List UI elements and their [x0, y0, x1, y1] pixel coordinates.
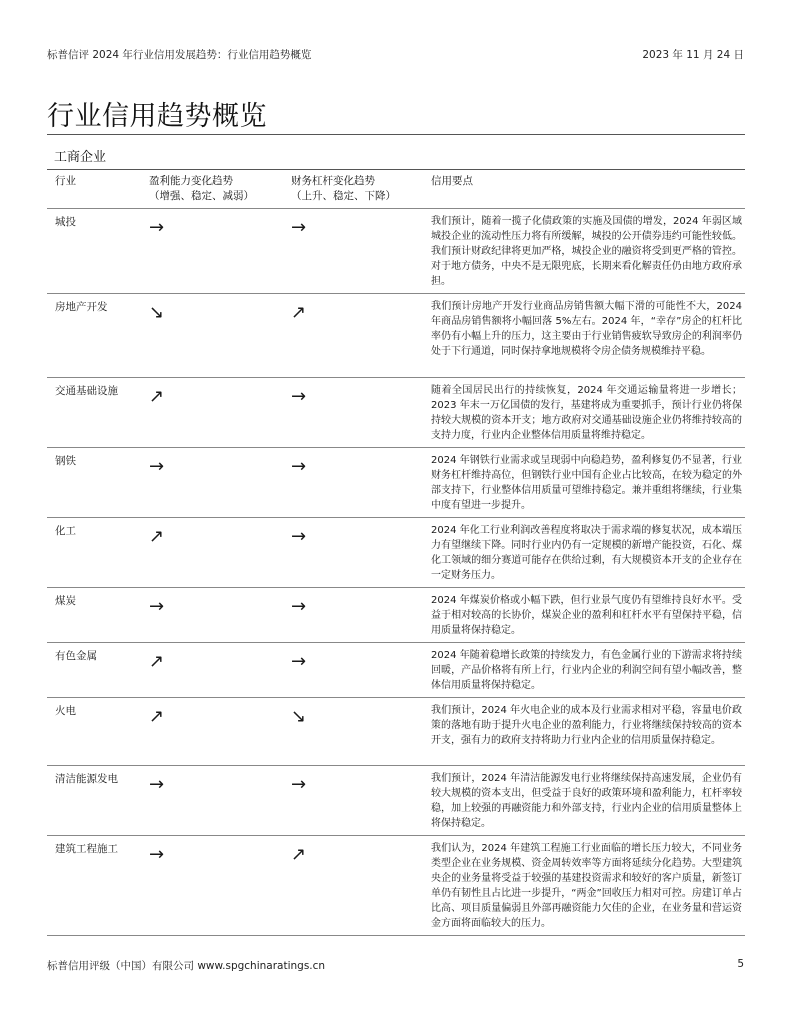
- page-title: 行业信用趋势概览: [47, 101, 267, 132]
- profit-trend-arrow-icon: ↘: [149, 294, 291, 378]
- industry-cell: 火电: [47, 698, 149, 766]
- column-header-leverage-title: 财务杠杆变化趋势: [291, 175, 375, 187]
- key-points-cell: 2024 年煤炭价格或小幅下跌，但行业景气度仍有望维持良好水平。受益于相对较高的长协价，煤炭企业的盈利和杠杆水平有望保持平稳，信用质量将保持稳定。: [431, 588, 745, 643]
- profit-trend-arrow-icon: →: [149, 588, 291, 643]
- column-header-profit-title: 盈利能力变化趋势: [149, 175, 233, 187]
- title-divider: [47, 134, 745, 135]
- section-title: 工商企业: [54, 150, 107, 165]
- profit-trend-arrow-icon: ↗: [149, 378, 291, 448]
- table-row: [47, 698, 745, 766]
- table-row: [47, 378, 745, 448]
- column-header-key-points: 信用要点: [431, 175, 473, 187]
- profit-trend-arrow-icon: ↗: [149, 643, 291, 698]
- table-row: [47, 448, 745, 518]
- industry-cell: 城投: [47, 209, 149, 294]
- profit-trend-arrow-icon: ↗: [149, 518, 291, 588]
- table-row: [47, 294, 745, 378]
- table-row: [47, 766, 745, 836]
- key-points-cell: 2024 年钢铁行业需求或呈现弱中向稳趋势，盈利修复仍不显著，行业财务杠杆维持高位，但钢铁行业中国有企业占比较高，在较为稳定的外部支持下，行业整体信用质量可望维持稳定。兼并重组将继续，行业集中度有望进一步提升。: [431, 448, 745, 518]
- leverage-trend-arrow-icon: ↘: [291, 698, 431, 766]
- key-points-cell: 我们预计，随着一揽子化债政策的实施及国债的增发，2024 年弱区域城投企业的流动性压力将有所缓解，城投的公开债券违约可能性较低。我们预计财政纪律将更加严格，城投企业的融资将受到更严格的管控。对于地方债务，中央不是无限兜底，长期来看化解责任仍由地方政府承担。: [431, 209, 745, 294]
- header-report-title: 标普信评 2024 年行业信用发展趋势：行业信用趋势概览: [47, 49, 312, 61]
- key-points-cell: 随着全国居民出行的持续恢复，2024 年交通运输量将进一步增长；2023 年末一万亿国债的发行，基建将成为重要抓手，预计行业仍将保持较大规模的资本开支；地方政府对交通基础设施企业仍将维持较高的支持力度，行业内企业整体信用质量将维持稳定。: [431, 378, 745, 448]
- profit-trend-arrow-icon: →: [149, 836, 291, 936]
- profit-trend-arrow-icon: →: [149, 448, 291, 518]
- key-points-cell: 2024 年随着稳增长政策的持续发力，有色金属行业的下游需求将持续回暖，产品价格将有所上行，行业内企业的利润空间有望小幅改善，整体信用质量将保持稳定。: [431, 643, 745, 698]
- key-points-cell: 我们认为，2024 年建筑工程施工行业面临的增长压力较大，不同业务类型企业在业务规模、资金周转效率等方面将延续分化趋势。大型建筑央企的业务量将受益于较强的基建投资需求和较好的客户质量，新签订单仍有韧性且占比进一步提升，“两金”回收压力相对可控。房建订单占比高、项目质量偏弱且外部再融资能力欠佳的企业，在业务量和营运资金方面将面临较大的压力。: [431, 836, 745, 936]
- industry-cell: 钢铁: [47, 448, 149, 518]
- leverage-trend-arrow-icon: →: [291, 643, 431, 698]
- industry-cell: 建筑工程施工: [47, 836, 149, 936]
- page-number: 5: [737, 958, 744, 970]
- header-date: 2023 年 11 月 24 日: [642, 49, 744, 61]
- leverage-trend-arrow-icon: →: [291, 766, 431, 836]
- key-points-cell: 我们预计房地产开发行业商品房销售额大幅下滑的可能性不大，2024 年商品房销售额将小幅回落 5%左右。2024 年，“幸存”房企的杠杆比率仍有小幅上升的压力，这主要由于行业销售疲软导致房企的利润率仍处于下行通道，同时保持拿地规模将令房企债务规模维持平稳。: [431, 294, 745, 378]
- key-points-cell: 2024 年化工行业利润改善程度将取决于需求端的修复状况，成本端压力有望继续下降。同时行业内仍有一定规模的新增产能投资，石化、煤化工领域的细分赛道可能存在供给过剩，有大规模资本开支的企业存在一定财务压力。: [431, 518, 745, 588]
- footer-company: 标普信用评级（中国）有限公司 www.spgchinaratings.cn: [47, 960, 326, 972]
- leverage-trend-arrow-icon: ↗: [291, 294, 431, 378]
- table-row: [47, 643, 745, 698]
- table-header: [47, 174, 745, 208]
- column-header-profit-options: （增强、稳定、减弱）: [149, 190, 254, 202]
- section-divider: [47, 169, 745, 170]
- column-header-leverage-options: （上升、稳定、下降）: [291, 190, 396, 202]
- column-header-profit: [149, 174, 254, 204]
- leverage-trend-arrow-icon: →: [291, 209, 431, 294]
- leverage-trend-arrow-icon: →: [291, 588, 431, 643]
- profit-trend-arrow-icon: ↗: [149, 698, 291, 766]
- table-row: [47, 588, 745, 643]
- column-header-industry: 行业: [55, 175, 76, 187]
- table-row: [47, 518, 745, 588]
- industry-cell: 有色金属: [47, 643, 149, 698]
- profit-trend-arrow-icon: →: [149, 209, 291, 294]
- leverage-trend-arrow-icon: →: [291, 518, 431, 588]
- industry-cell: 交通基础设施: [47, 378, 149, 448]
- industry-cell: 煤炭: [47, 588, 149, 643]
- profit-trend-arrow-icon: →: [149, 766, 291, 836]
- industry-cell: 清洁能源发电: [47, 766, 149, 836]
- key-points-cell: 我们预计，2024 年清洁能源发电行业将继续保持高速发展，企业仍有较大规模的资本支出，但受益于良好的政策环境和盈利能力，杠杆率较稳，加上较强的再融资能力和外部支持，行业内企业的信用质量整体上将保持稳定。: [431, 766, 745, 836]
- table-row: [47, 836, 745, 936]
- key-points-cell: 我们预计，2024 年火电企业的成本及行业需求相对平稳，容量电价政策的落地有助于提升火电企业的盈利能力，行业将继续保持较高的资本开支，强有力的政府支持将助力行业内企业的信用质量保持稳定。: [431, 698, 745, 766]
- industry-cell: 房地产开发: [47, 294, 149, 378]
- industry-trend-table: [47, 208, 745, 936]
- leverage-trend-arrow-icon: ↗: [291, 836, 431, 936]
- leverage-trend-arrow-icon: →: [291, 378, 431, 448]
- column-header-leverage: [291, 174, 396, 204]
- table-row: [47, 209, 745, 294]
- leverage-trend-arrow-icon: →: [291, 448, 431, 518]
- industry-cell: 化工: [47, 518, 149, 588]
